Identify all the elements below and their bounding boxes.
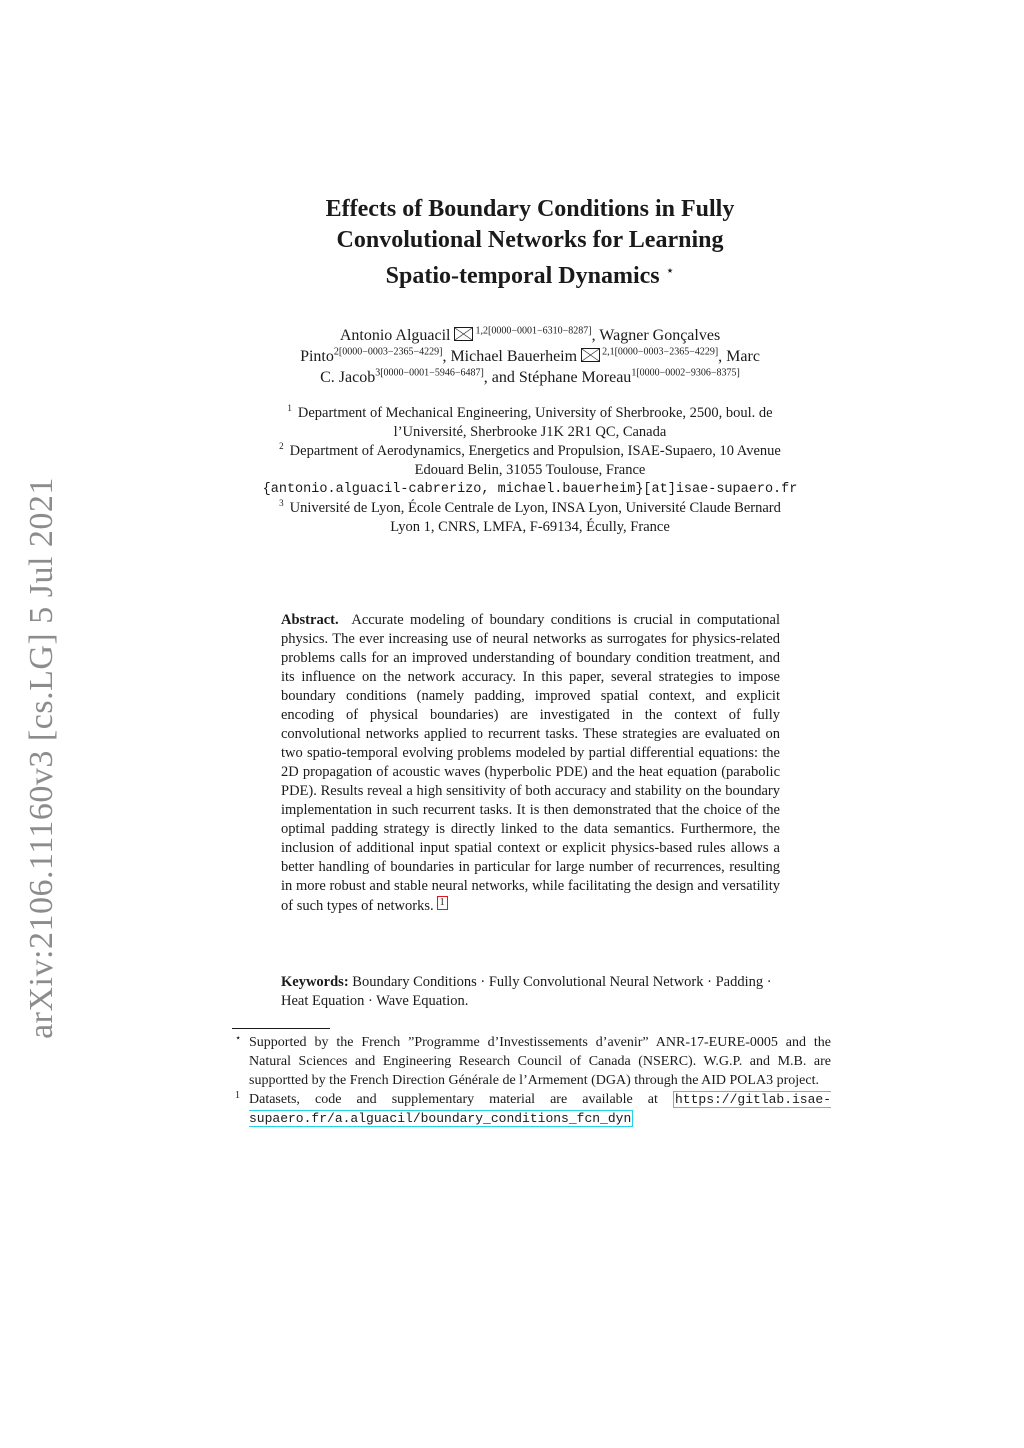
affiliation-2 (225, 442, 835, 461)
affiliation-1-mark: 1 (287, 403, 292, 414)
title-line-3-text: Spatio-temporal Dynamics (385, 263, 660, 289)
affiliation-1-line-2: l’Université, Sherbrooke J1K 2R1 QC, Canada (393, 424, 667, 440)
affiliation-3-line-2: Lyon 1, CNRS, LMFA, F-69134, Écully, France (390, 519, 670, 535)
author-line-2 (225, 346, 835, 367)
abstract (281, 611, 780, 916)
author-line-1 (225, 325, 835, 346)
author-moreau-orcid: 1[0000−0002−9306−8375] (631, 367, 740, 379)
affiliation-2-email: {antonio.alguacil-cabrerizo, michael.bauerheim}[at]isae-supaero.fr (262, 482, 798, 497)
author-alguacil-orcid: 1,2[0000−0001−6310−8287] (475, 325, 592, 337)
footnote-star (235, 1033, 831, 1090)
title-line-1: Effects of Boundary Conditions in Fully (325, 196, 735, 222)
title-line-2: Convolutional Networks for Learning (336, 227, 724, 253)
footnote-1-mark: 1 (235, 1090, 240, 1101)
author-list (225, 325, 835, 388)
affiliation-3 (225, 499, 835, 518)
affiliation-2-line-1: Department of Aerodynamics, Energetics and Propulsion, ISAE-Supaero, 10 Avenue (289, 443, 781, 459)
author-pinto-orcid: 2[0000−0003−2365−4229] (333, 346, 443, 358)
keywords (281, 973, 780, 1011)
email-icon (581, 348, 600, 362)
gitlab-repository-link[interactable]: https://gitlab.isae-supaero.fr/a.alguacil/boundary_conditions_fcn_dyn (249, 1092, 832, 1126)
footnotes (235, 1033, 831, 1128)
footnote-divider (232, 1028, 330, 1029)
keywords-text: Boundary Conditions · Fully Convolutional Neural Network · Padding · Heat Equation · Wave Equation. (281, 974, 772, 1009)
author-pinto-part1: , Wagner Gonçalves (591, 327, 721, 344)
abstract-text: Accurate modeling of boundary conditions is crucial in computational physics. The ever increasing use of neural networks as surrogates for physics-related problems calls for an improved understanding of boundary condition treatment, and its influence on the network accuracy. In this paper, several strategies to impose boundary conditions (namely padding, improved spatial context, and explicit encoding of physical boundaries) are investigated in the context of fully convolutional networks applied to recurrent tasks. These strategies are evaluated on two spatio-temporal evolving problems modeled by partial differential equations: the 2D propagation of acoustic waves (hyperbolic PDE) and the heat equation (parabolic PDE). Results reveal a high sensitivity of both accuracy and stability on the boundary implementation in such recurrent tasks. It is then demonstrated that the choice of the optimal padding strategy is directly linked to the data semantics. Furthermore, the inclusion of additional input spatial context or explicit physics-based rules allows a better handling of boundaries in particular for large number of recurrences, resulting in more robust and stable neural networks, while facilitating the design and versatility of such types of networks. (281, 612, 781, 914)
author-bauerheim: , Michael Bauerheim (442, 348, 578, 365)
affiliation-2-mark: 2 (279, 441, 284, 452)
author-line-3 (225, 367, 835, 388)
title-line-3 (230, 256, 830, 292)
author-jacob-orcid: 3[0000−0001−5946−6487] (375, 367, 484, 379)
keywords-label: Keywords: (281, 974, 349, 990)
affiliation-1-line-1: Department of Mechanical Engineering, University of Sherbrooke, 2500, boul. de (297, 405, 773, 421)
author-pinto-part2: Pinto (300, 348, 334, 365)
affiliation-2-line-2: Edouard Belin, 31055 Toulouse, France (414, 462, 646, 478)
footnote-star-mark: ⋆ (235, 1033, 242, 1044)
affiliation-3-mark: 3 (279, 498, 284, 509)
email-icon (454, 327, 473, 341)
arxiv-identifier: arXiv:2106.11160v3 [cs.LG] 5 Jul 2021 (23, 477, 60, 1039)
author-bauerheim-orcid: 2,1[0000−0003−2365−4229] (602, 346, 719, 358)
affiliation-1 (225, 404, 835, 423)
arxiv-sidebar-stamp (18, 475, 66, 1041)
author-jacob-part2: C. Jacob (320, 369, 376, 386)
footnote-star-text: Supported by the French ”Programme d’Investissements d’avenir” ANR-17-EURE-0005 and the Natural Sciences and Engineering Research Council of Canada (NSERC). W.G.P. and M.B. are supportted by the French Direction Générale de l’Armement (DGA) through the AID POLA3 project. (249, 1035, 831, 1088)
affiliations (225, 404, 835, 537)
author-alguacil: Antonio Alguacil (339, 327, 451, 344)
title-star-mark: ⋆ (665, 264, 675, 279)
abstract-label: Abstract. (281, 612, 339, 628)
footnote-1-text: Datasets, code and supplementary material are available at (249, 1092, 658, 1107)
footnote-1-reference-link[interactable]: 1 (437, 896, 448, 910)
author-moreau: , and Stéphane Moreau (483, 369, 632, 386)
author-jacob-part1: , Marc (718, 348, 760, 365)
footnote-1 (235, 1090, 831, 1128)
paper-title (230, 194, 830, 292)
affiliation-3-line-1: Université de Lyon, École Centrale de Lyon, INSA Lyon, Université Claude Bernard (289, 500, 781, 516)
